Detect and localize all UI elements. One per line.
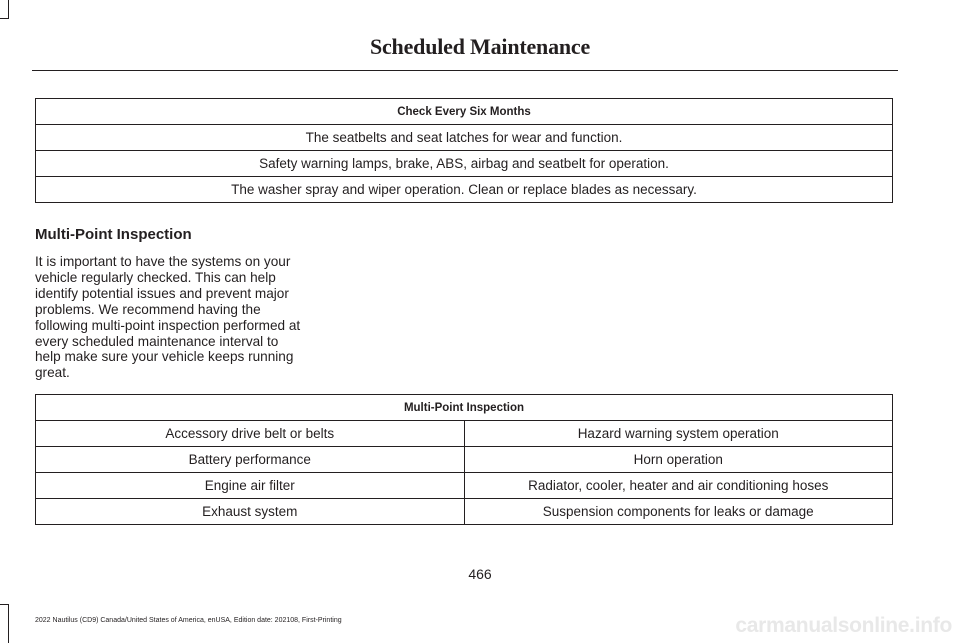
crop-mark-top-left <box>0 18 9 19</box>
table-row <box>36 177 893 203</box>
multi-point-inspection-table <box>35 394 893 525</box>
table-cell: Engine air filter <box>36 473 465 499</box>
page-title: Scheduled Maintenance <box>369 34 591 59</box>
section-body-text: It is important to have the systems on your vehicle regularly checked. This can help identify potential issues and prevent major problems. We recommend having the following multi-point inspection performed at every scheduled maintenance interval to help make sure your vehicle keeps running great. <box>35 254 301 381</box>
crop-mark-bottom-left <box>0 604 9 605</box>
table-cell: The washer spray and wiper operation. Clean or replace blades as necessary. <box>36 177 893 203</box>
six-month-check-table <box>35 98 893 203</box>
table-header: Check Every Six Months <box>36 99 893 125</box>
table-cell: Radiator, cooler, heater and air conditioning hoses <box>464 473 893 499</box>
table-header: Multi-Point Inspection <box>36 395 893 421</box>
title-divider <box>32 70 898 71</box>
table-cell: Exhaust system <box>36 499 465 525</box>
table-cell: The seatbelts and seat latches for wear and function. <box>36 125 893 151</box>
section-heading: Multi-Point Inspection <box>35 226 192 243</box>
crop-mark-top-left <box>8 0 9 18</box>
table-row <box>36 499 893 525</box>
table-row <box>36 125 893 151</box>
table-row <box>36 151 893 177</box>
table-cell: Suspension components for leaks or damage <box>464 499 893 525</box>
table-cell: Horn operation <box>464 447 893 473</box>
table-cell: Hazard warning system operation <box>464 421 893 447</box>
edition-footer: 2022 Nautilus (CD9) Canada/United States of America, enUSA, Edition date: 202108, First-Printing <box>35 617 342 624</box>
crop-mark-bottom-left <box>8 604 9 643</box>
page-number: 466 <box>468 566 492 582</box>
table-cell: Accessory drive belt or belts <box>36 421 465 447</box>
table-cell: Safety warning lamps, brake, ABS, airbag and seatbelt for operation. <box>36 151 893 177</box>
watermark: carmanualsonline.info <box>735 614 952 637</box>
table-cell: Battery performance <box>36 447 465 473</box>
table-row <box>36 421 893 447</box>
table-row <box>36 447 893 473</box>
table-row <box>36 473 893 499</box>
